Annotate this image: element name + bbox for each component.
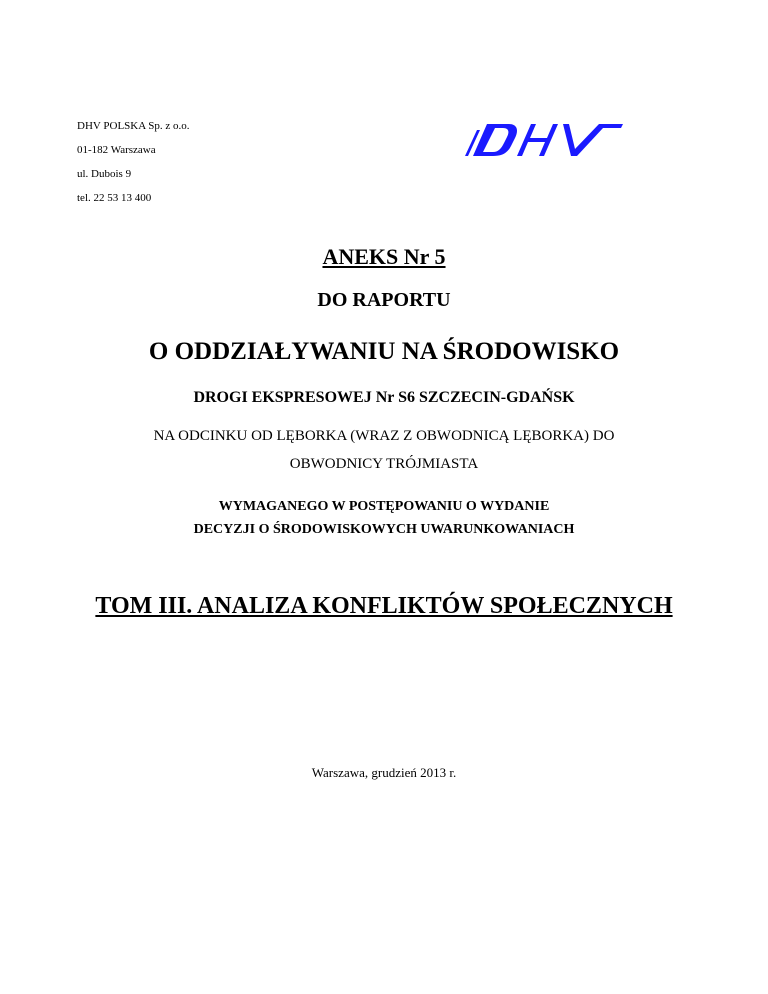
section-description-line2: OBWODNICY TRÓJMIASTA: [289, 456, 479, 472]
company-city: 01-182 Warszawa: [77, 144, 156, 156]
report-subtitle: DO RAPORTU: [317, 289, 451, 311]
annex-title: ANEKS Nr 5: [322, 244, 446, 269]
company-street: ul. Dubois 9: [77, 168, 132, 180]
volume-title: TOM III. ANALIZA KONFLIKTÓW SPOŁECZNYCH: [95, 593, 673, 619]
road-title: DROGI EKSPRESOWEJ Nr S6 SZCZECIN-GDAŃSK: [193, 389, 575, 406]
dhv-logo: [465, 122, 623, 158]
requirement-line1: WYMAGANEGO W POSTĘPOWANIU O WYDANIE: [218, 499, 550, 514]
company-address-block: [77, 121, 190, 217]
company-phone: tel. 22 53 13 400: [77, 192, 152, 204]
place-date: Warszawa, grudzień 2013 r.: [311, 765, 457, 780]
report-main-title: O ODDZIAŁYWANIU NA ŚRODOWISKO: [148, 338, 620, 365]
requirement-line2: DECYZJI O ŚRODOWISKOWYCH UWARUNKOWANIACH: [193, 522, 575, 537]
section-description-line1: NA ODCINKU OD LĘBORKA (WRAZ Z OBWODNICĄ LĘBORKA) DO: [153, 428, 615, 444]
company-name: DHV POLSKA Sp. z o.o.: [77, 120, 190, 132]
